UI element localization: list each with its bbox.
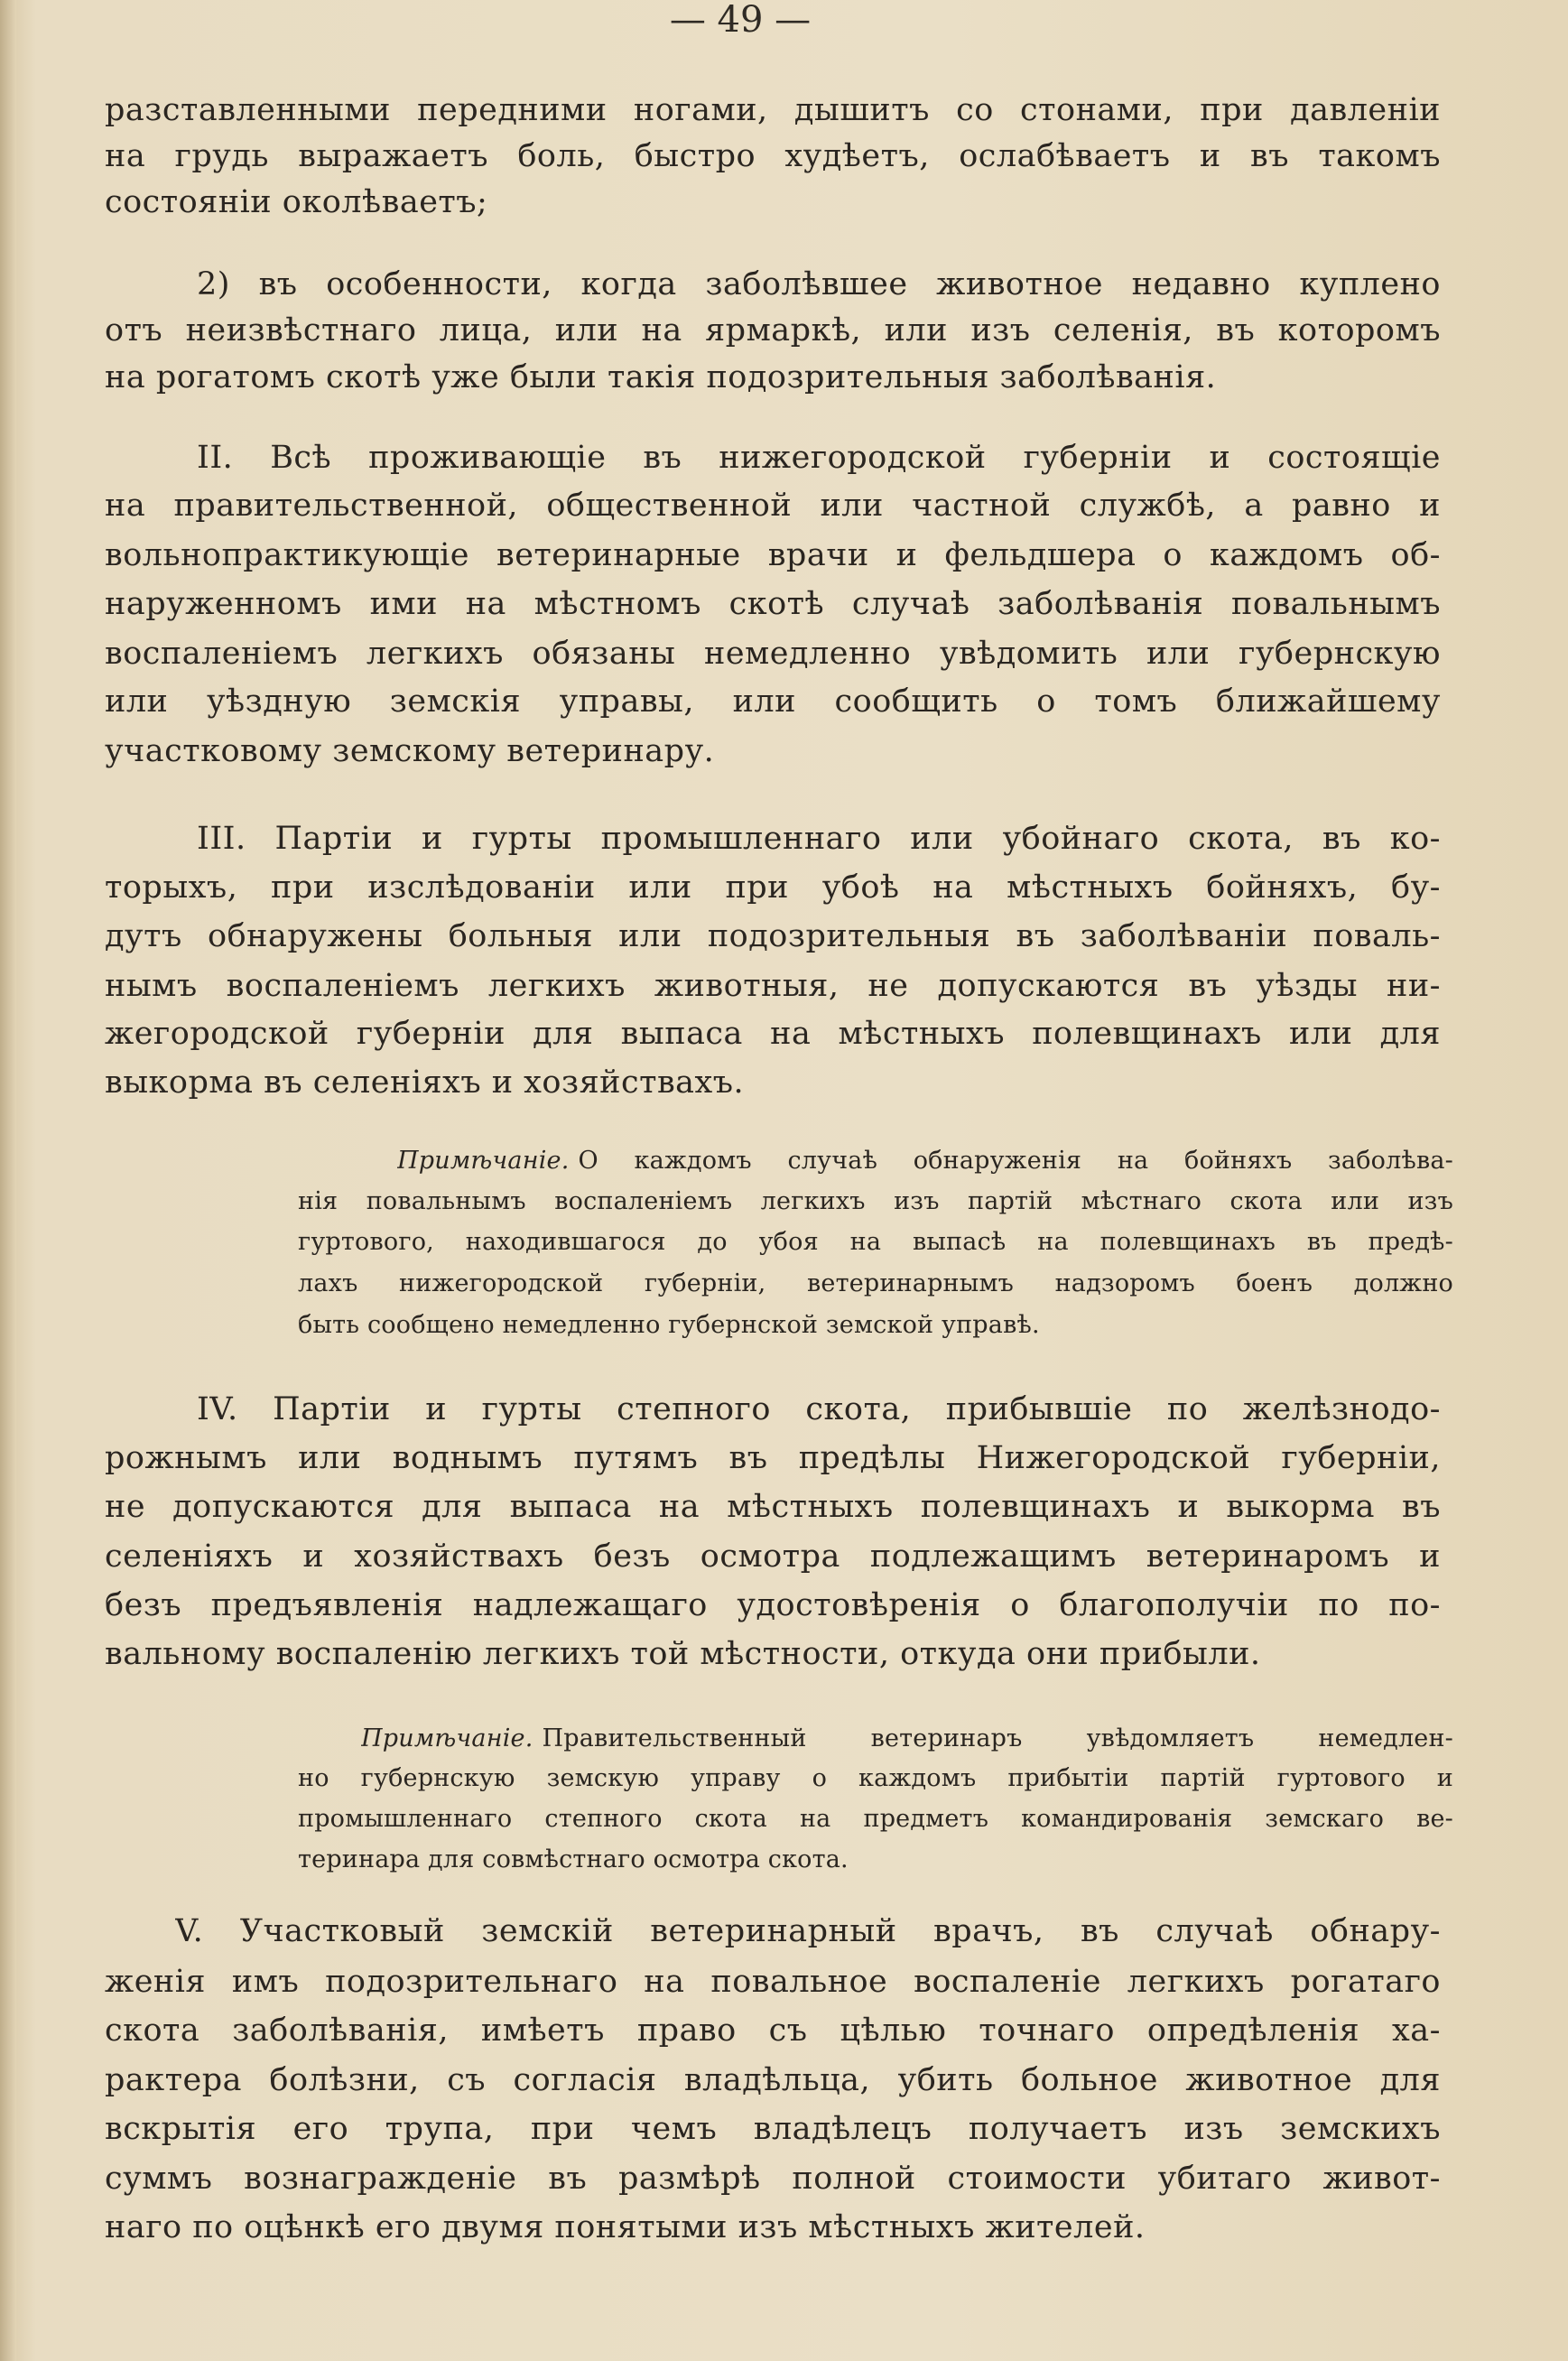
text-line: не допускаются для выпаса на мѣстныхъ полевщинахъ и выкорма въ	[105, 1489, 1441, 1525]
text-line: жегородской губерніи для выпаса на мѣстныхъ полевщинахъ или для	[105, 1016, 1441, 1052]
text-line: выкорма въ селеніяхъ и хозяйствахъ.	[105, 1064, 745, 1101]
text-line: III. Партіи и гурты промышленнаго или убойнаго скота, въ ко-	[197, 821, 1441, 857]
text-line: II. Всѣ проживающіе въ нижегородской губерніи и состоящіе	[197, 440, 1441, 476]
text-line: на правительственной, общественной или частной службѣ, а равно и	[105, 488, 1441, 524]
text-line: селеніяхъ и хозяйствахъ безъ осмотра подлежащимъ ветеринаромъ и	[105, 1538, 1441, 1575]
text-line: дутъ обнаружены больныя или подозрительныя въ заболѣваніи поваль-	[105, 918, 1441, 954]
note-heading: Примѣчаніе.	[397, 1147, 570, 1175]
text-line: состояніи околѣваетъ;	[105, 184, 488, 220]
text-line: на рогатомъ скотѣ уже были такія подозрительныя заболѣванія.	[105, 359, 1217, 395]
text-line: отъ неизвѣстнаго лица, или на ярмаркѣ, или изъ селенія, въ которомъ	[105, 312, 1441, 349]
note-line	[397, 1143, 1453, 1179]
text-line: вскрытія его трупа, при чемъ владѣлецъ получаетъ изъ земскихъ	[105, 2111, 1441, 2147]
note-line	[361, 1721, 1453, 1757]
text-line: вальному воспаленію легкихъ той мѣстности, откуда они прибыли.	[105, 1636, 1261, 1672]
note-line: но губернскую земскую управу о каждомъ прибытіи партій гуртового и	[298, 1764, 1453, 1792]
text-line: нымъ воспаленіемъ легкихъ животныя, не допускаются въ уѣзды ни-	[105, 968, 1441, 1004]
text-line: скота заболѣванія, имѣетъ право съ цѣлью точнаго опредѣленія ха-	[105, 2012, 1441, 2049]
note-line: теринара для совмѣстнаго осмотра скота.	[298, 1845, 849, 1873]
text-line: или уѣздную земскія управы, или сообщить о томъ ближайшему	[105, 683, 1441, 720]
text-line: суммъ вознагражденіе въ размѣрѣ полной стоимости убитаго живот-	[105, 2161, 1441, 2197]
text-line: рактера болѣзни, съ согласія владѣльца, убить больное животное для	[105, 2062, 1441, 2098]
note-text: Правительственный ветеринаръ увѣдомляетъ немедлен-	[542, 1724, 1453, 1752]
text-line: торыхъ, при изслѣдованіи или при убоѣ на мѣстныхъ бойняхъ, бу-	[105, 869, 1441, 906]
note-text: О каждомъ случаѣ обнаруженія на бойняхъ заболѣва-	[578, 1147, 1453, 1175]
note-line: промышленнаго степного скота на предметъ командированія земскаго ве-	[298, 1805, 1453, 1833]
text-line: вольнопрактикующіе ветеринарные врачи и фельдшера о каждомъ об-	[105, 537, 1441, 573]
page-number: — 49 —	[669, 0, 812, 41]
text-line: 2) въ особенности, когда заболѣвшее животное недавно куплено	[197, 266, 1441, 302]
note-line: быть сообщено немедленно губернской земской управѣ.	[298, 1311, 1040, 1339]
text-line: наруженномъ ими на мѣстномъ скотѣ случаѣ заболѣванія повальнымъ	[105, 586, 1441, 622]
text-line: женія имъ подозрительнаго на повальное воспаленіе легкихъ рогатаго	[105, 1964, 1441, 2000]
book-spine-shadow	[0, 0, 16, 2361]
note-heading: Примѣчаніе.	[361, 1724, 533, 1752]
text-line: воспаленіемъ легкихъ обязаны немедленно увѣдомить или губернскую	[105, 636, 1441, 672]
note-line: лахъ нижегородской губерніи, ветеринарнымъ надзоромъ боенъ должно	[298, 1269, 1453, 1297]
note-line: гуртового, находившагося до убоя на выпасѣ на полевщинахъ въ предѣ-	[298, 1228, 1453, 1256]
text-line: безъ предъявленія надлежащаго удостовѣренія о благополучіи по по-	[105, 1587, 1441, 1623]
text-line: участковому земскому ветеринару.	[105, 733, 715, 769]
text-line: V. Участковый земскій ветеринарный врачъ, въ случаѣ обнару-	[175, 1913, 1441, 1949]
text-line: на грудь выражаетъ боль, быстро худѣетъ, ослабѣваетъ и въ такомъ	[105, 138, 1441, 174]
note-line: нія повальнымъ воспаленіемъ легкихъ изъ партій мѣстнаго скота или изъ	[298, 1187, 1453, 1215]
text-line: IV. Партіи и гурты степного скота, прибывшіе по желѣзнодо-	[197, 1391, 1441, 1427]
text-line: разставленными передними ногами, дышитъ со стонами, при давленіи	[105, 92, 1441, 128]
text-line: наго по оцѣнкѣ его двумя понятыми изъ мѣстныхъ жителей.	[105, 2209, 1146, 2245]
text-line: рожнымъ или воднымъ путямъ въ предѣлы Нижегородской губерніи,	[105, 1440, 1441, 1476]
